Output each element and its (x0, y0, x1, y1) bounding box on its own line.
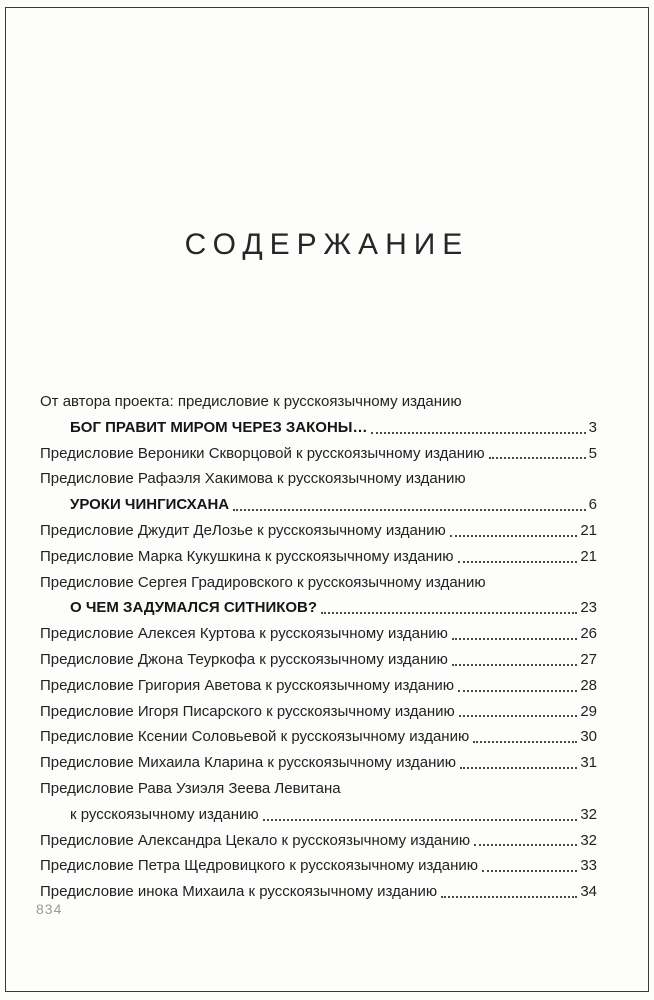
toc-line (40, 621, 597, 647)
dotted-leader (473, 741, 577, 743)
toc-line (40, 853, 597, 879)
toc-list (40, 389, 597, 905)
toc-line (40, 879, 597, 905)
dotted-leader (233, 509, 586, 511)
toc-page-number: 33 (580, 857, 597, 875)
toc-entry-text: Предисловие Александра Цекало к русскоязычному изданию (40, 831, 471, 849)
dotted-leader (482, 870, 577, 872)
toc-line (40, 673, 597, 699)
dotted-leader (458, 561, 578, 563)
dotted-leader (263, 819, 578, 821)
toc-page-number: 21 (580, 547, 597, 565)
toc-entry-text: Предисловие Сергея Градировского к русскоязычному изданию (40, 573, 486, 591)
toc-line (40, 466, 597, 492)
toc-entry-text: Предисловие Ксении Соловьевой к русскоязычному изданию (40, 728, 470, 746)
toc-page-number: 34 (580, 883, 597, 901)
toc-line (40, 828, 597, 854)
dotted-leader (452, 664, 577, 666)
toc-page-number: 3 (588, 418, 597, 436)
toc-entry-text: Предисловие Рафаэля Хакимова к русскоязычному изданию (40, 470, 466, 488)
toc-line (40, 389, 597, 415)
dotted-leader (460, 767, 577, 769)
dotted-leader (450, 535, 578, 537)
toc-line (40, 441, 597, 467)
toc-line (40, 518, 597, 544)
dotted-leader (321, 612, 577, 614)
toc-entry-text: БОГ ПРАВИТ МИРОМ ЧЕРЕЗ ЗАКОНЫ… (70, 418, 368, 436)
toc-page-number: 31 (580, 754, 597, 772)
toc-entry-text: От автора проекта: предисловие к русскоязычному изданию (40, 393, 462, 410)
toc-entry-text: Предисловие Рава Узиэля Зеева Левитана (40, 779, 341, 797)
toc-page-number: 26 (580, 625, 597, 643)
toc-entry-text: Предисловие инока Михаила к русскоязычному изданию (40, 883, 438, 901)
toc-entry-text: Предисловие Вероники Скворцовой к русскоязычному изданию (40, 444, 485, 462)
toc-page-number: 32 (580, 805, 597, 823)
toc-page-number: 32 (580, 831, 597, 849)
toc-entry-text: к русскоязычному изданию (70, 805, 259, 823)
toc-page-number: 27 (580, 650, 597, 668)
dotted-leader (458, 690, 577, 692)
toc-page-number: 29 (580, 702, 597, 720)
toc-line (40, 544, 597, 570)
toc-line (40, 415, 597, 441)
toc-entry-text: Предисловие Григория Аветова к русскоязычному изданию (40, 676, 455, 694)
toc-entry-text: О ЧЕМ ЗАДУМАЛСЯ СИТНИКОВ? (70, 599, 318, 617)
toc-line (40, 699, 597, 725)
toc-line (40, 595, 597, 621)
toc-page-number: 21 (580, 521, 597, 539)
toc-line (40, 724, 597, 750)
dotted-leader (441, 896, 577, 898)
toc-entry-text: Предисловие Алексея Куртова к русскоязычному изданию (40, 625, 448, 643)
toc-page-number: 30 (580, 728, 597, 746)
toc-page-number: 5 (588, 444, 597, 462)
toc-page-number: 28 (580, 676, 597, 694)
toc-entry-text: Предисловие Михаила Кларина к русскоязычному изданию (40, 754, 457, 772)
toc-entry-text: Предисловие Джона Теуркофа к русскоязычному изданию (40, 650, 448, 668)
toc-line (40, 776, 597, 802)
dotted-leader (452, 638, 577, 640)
toc-line (40, 492, 597, 518)
dotted-leader (489, 457, 586, 459)
dotted-leader (459, 715, 578, 717)
toc-line (40, 802, 597, 828)
toc-entry-text: Предисловие Марка Кукушкина к русскоязычному изданию (40, 547, 454, 565)
toc-entry-text: УРОКИ ЧИНГИСХАНА (70, 496, 230, 514)
toc-page-number: 6 (588, 496, 597, 514)
toc-page-number: 23 (580, 599, 597, 617)
toc-entry-text: Предисловие Игоря Писарского к русскоязычному изданию (40, 702, 455, 720)
footer-page-number: 834 (36, 901, 63, 917)
toc-line (40, 647, 597, 673)
toc-line (40, 750, 597, 776)
toc-entry-text: Предисловие Петра Щедровицкого к русскоязычному изданию (40, 857, 479, 875)
dotted-leader (474, 844, 577, 846)
dotted-leader (371, 432, 585, 434)
page-title: СОДЕРЖАНИЕ (184, 228, 470, 261)
toc-entry-text: Предисловие Джудит ДеЛозье к русскоязычному изданию (40, 521, 446, 539)
toc-line (40, 570, 597, 596)
